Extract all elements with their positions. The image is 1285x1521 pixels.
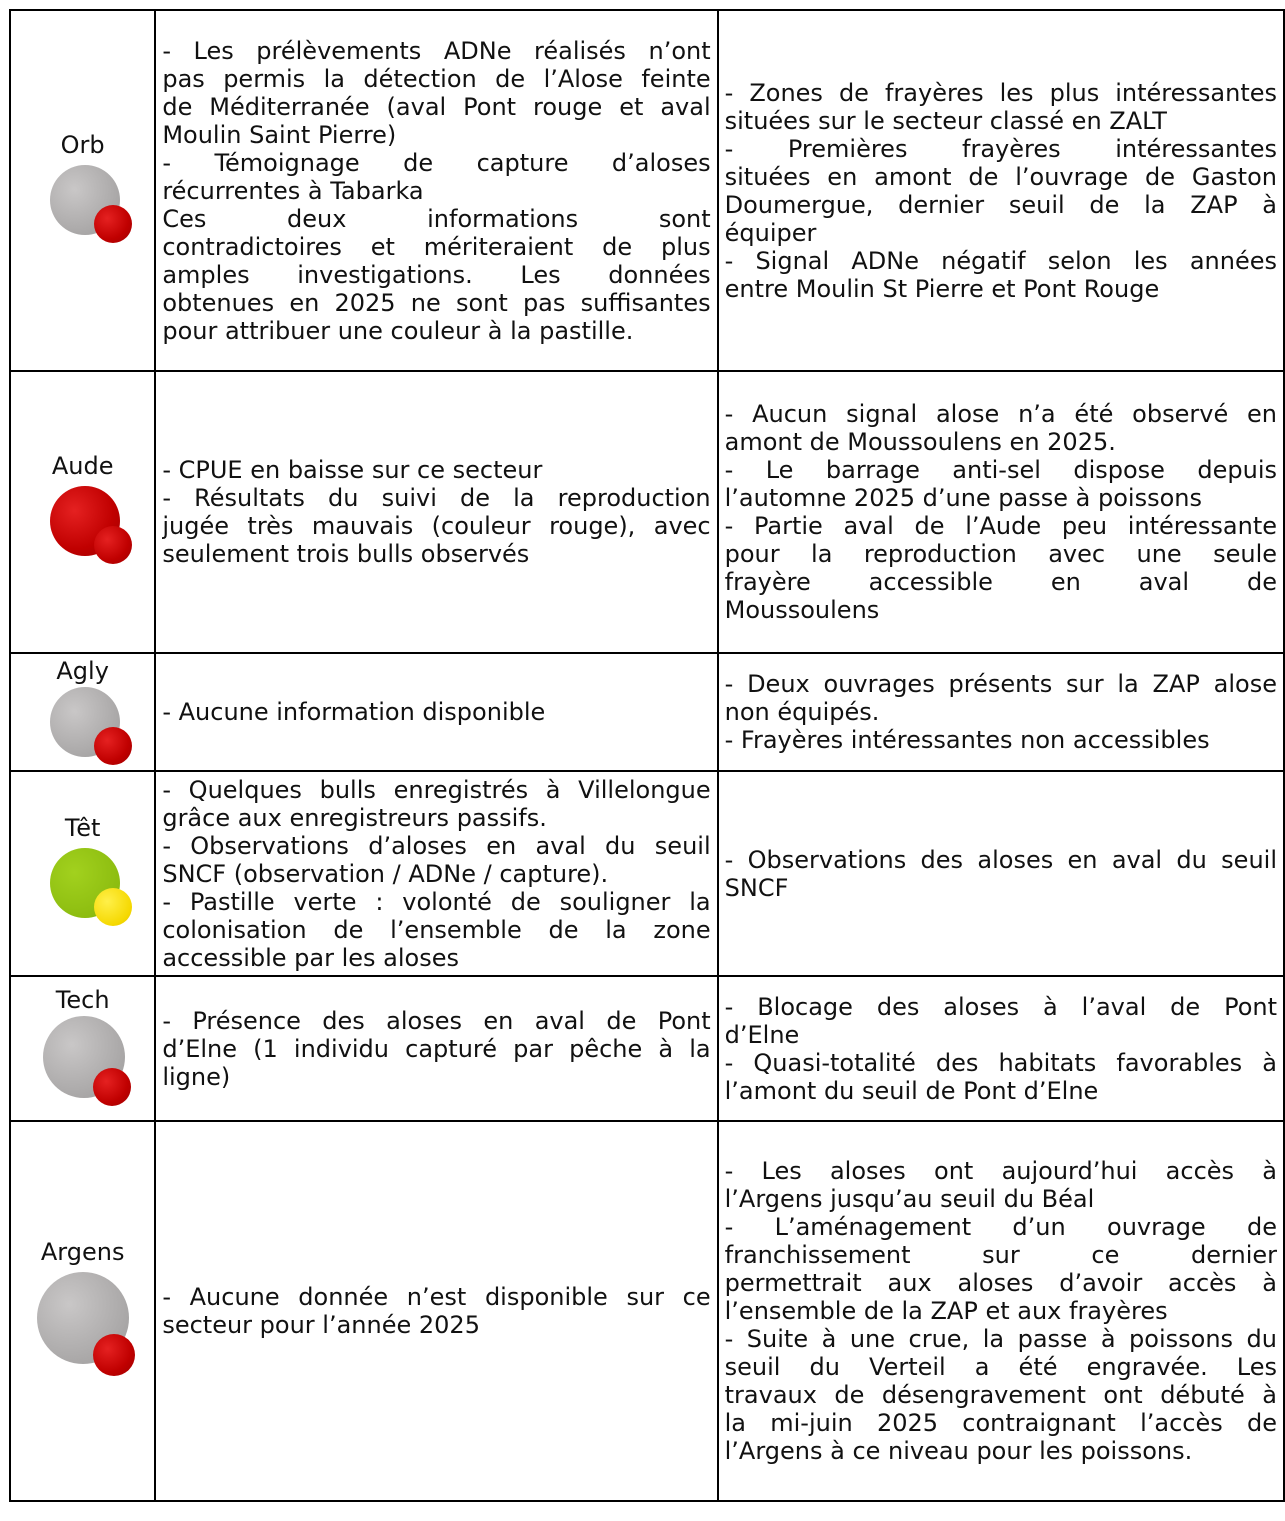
table-row-aude [10,371,1284,653]
text-line: non équipés. [724,698,880,726]
status-small-dot-icon [93,1068,131,1106]
text-line: amont de Moussoulens en 2025. [724,428,1116,456]
text-line: récurrentes à Tabarka [162,176,424,205]
text-line: contradictoires et mériteraient de plus [162,232,711,261]
table-row-agly [10,653,1284,771]
text-line: - CPUE en baisse sur ce secteur [162,456,543,484]
river-cell [10,10,155,371]
text-line: - Les prélèvements ADNe réalisés n’ont [162,36,711,65]
text-line: frayère accessible en aval de [724,568,1277,596]
river-cell [10,371,155,653]
text-line: travaux de désengravement ont débuté à [724,1381,1277,1409]
text-line: - Aucune information disponible [162,698,546,726]
status-small-dot-icon [94,727,132,765]
table-row-tet [10,771,1284,976]
status-pastille-icon [33,486,133,572]
text-line: équiper [724,218,817,247]
river-name: Têt [64,813,101,842]
text-line: permettrait aux aloses d’avoir accès à [724,1269,1277,1297]
text-line: - Zones de frayères les plus intéressantes [724,78,1277,107]
river-cell [10,771,155,976]
text-line: situées en amont de l’ouvrage de Gaston [724,162,1277,191]
text-line: accessible par les aloses [162,943,459,972]
text-line: l’automne 2025 d’une passe à poissons [724,484,1202,512]
text-line: - Blocage des aloses à l’aval de Pont [724,992,1277,1021]
status-small-dot-icon [94,205,132,243]
text-line: pour la reproduction avec une seule [724,540,1277,568]
text-line: - Le barrage anti-sel dispose depuis [724,456,1277,484]
text-line: - Quelques bulls enregistrés à Villelongue [162,775,711,804]
text-line: l’amont du seuil de Pont d’Elne [724,1076,1099,1105]
text-line: d’Elne (1 individu capturé par pêche à la [162,1034,711,1063]
text-line: Moussoulens [724,596,880,624]
text-line: - L’aménagement d’un ouvrage de [724,1213,1277,1241]
river-name: Agly [56,657,109,685]
text-line: - Deux ouvrages présents sur la ZAP alose [724,670,1277,698]
text-line: SNCF [724,873,789,902]
status-small-dot-icon [93,1334,135,1376]
status-pastille-icon [33,848,133,934]
context-cell [718,10,1284,371]
text-line: jugée très mauvais (couleur rouge), avec [162,512,711,540]
text-line: l’ensemble de la ZAP et aux frayères [724,1297,1168,1325]
status-pastille-icon [33,1272,133,1384]
status-pastille-icon [33,1016,133,1112]
text-line: situées sur le secteur classé en ZALT [724,106,1167,135]
table-row-orb [10,10,1284,371]
status-pastille-icon [33,165,133,251]
text-line: seulement trois bulls observés [162,540,530,568]
text-line: - Aucune donnée n’est disponible sur ce [162,1283,711,1311]
text-line: seuil du Verteil a été engravée. Les [724,1353,1277,1381]
table-row-argens [10,1121,1284,1501]
text-line: - Suite à une crue, la passe à poissons du [724,1325,1277,1353]
context-cell [718,976,1284,1121]
text-line: de Méditerranée (aval Pont rouge et aval [162,92,711,121]
river-cell [10,653,155,771]
river-name: Argens [40,1238,125,1266]
text-line: - Observations d’aloses en aval du seuil [162,831,711,860]
table-row-tech [10,976,1284,1121]
river-cell [10,976,155,1121]
text-line: entre Moulin St Pierre et Pont Rouge [724,274,1160,303]
status-small-dot-icon [94,526,132,564]
river-name: Tech [55,985,110,1014]
river-status-table [9,9,1285,1502]
status-pastille-icon [33,687,133,767]
context-cell [718,771,1284,976]
text-line: l’Argens jusqu’au seuil du Béal [724,1185,1095,1213]
text-line: obtenues en 2025 ne sont pas suffisantes [162,288,711,317]
text-line: - Premières frayères intéressantes [724,134,1277,163]
context-cell [718,1121,1284,1501]
context-cell [718,653,1284,771]
text-line: grâce aux enregistreurs passifs. [162,803,547,832]
text-line: secteur pour l’année 2025 [162,1311,480,1339]
text-line: - Frayères intéressantes non accessibles [724,726,1210,754]
text-line: amples investigations. Les données [162,260,711,289]
text-line: pas permis la détection de l’Alose feinte [162,64,711,93]
text-line: - Partie aval de l’Aude peu intéressante [724,512,1277,540]
text-line: Ces deux informations sont [162,204,711,233]
text-line: Doumergue, dernier seuil de la ZAP à [724,190,1277,219]
text-line: Moulin Saint Pierre) [162,120,397,149]
text-line: - Pastille verte : volonté de souligner la [162,887,711,916]
text-line: pour attribuer une couleur à la pastille. [162,316,634,345]
text-line: l’Argens à ce niveau pour les poissons. [724,1437,1193,1465]
text-line: - Les aloses ont aujourd’hui accès à [724,1157,1277,1185]
status-small-dot-icon [94,888,132,926]
context-cell [718,371,1284,653]
text-line: la mi-juin 2025 contraignant l’accès de [724,1409,1277,1437]
text-line: - Signal ADNe négatif selon les années [724,246,1277,275]
text-line: - Résultats du suivi de la reproduction [162,484,711,512]
observations-cell [155,771,717,976]
text-line: SNCF (observation / ADNe / capture). [162,859,609,888]
text-line: - Observations des aloses en aval du seuil [724,845,1277,874]
observations-cell [155,653,717,771]
text-line: - Présence des aloses en aval de Pont [162,1006,711,1035]
text-line: - Quasi-totalité des habitats favorables à [724,1048,1277,1077]
text-line: d’Elne [724,1020,800,1049]
text-line: franchissement sur ce dernier [724,1241,1277,1269]
text-line: - Témoignage de capture d’aloses [162,148,711,177]
text-line: colonisation de l’ensemble de la zone [162,915,711,944]
river-cell [10,1121,155,1501]
river-name: Aude [51,452,114,480]
observations-cell [155,976,717,1121]
text-line: - Aucun signal alose n’a été observé en [724,400,1277,428]
observations-cell [155,1121,717,1501]
text-line: ligne) [162,1062,231,1091]
observations-cell [155,10,717,371]
observations-cell [155,371,717,653]
river-name: Orb [60,130,105,159]
